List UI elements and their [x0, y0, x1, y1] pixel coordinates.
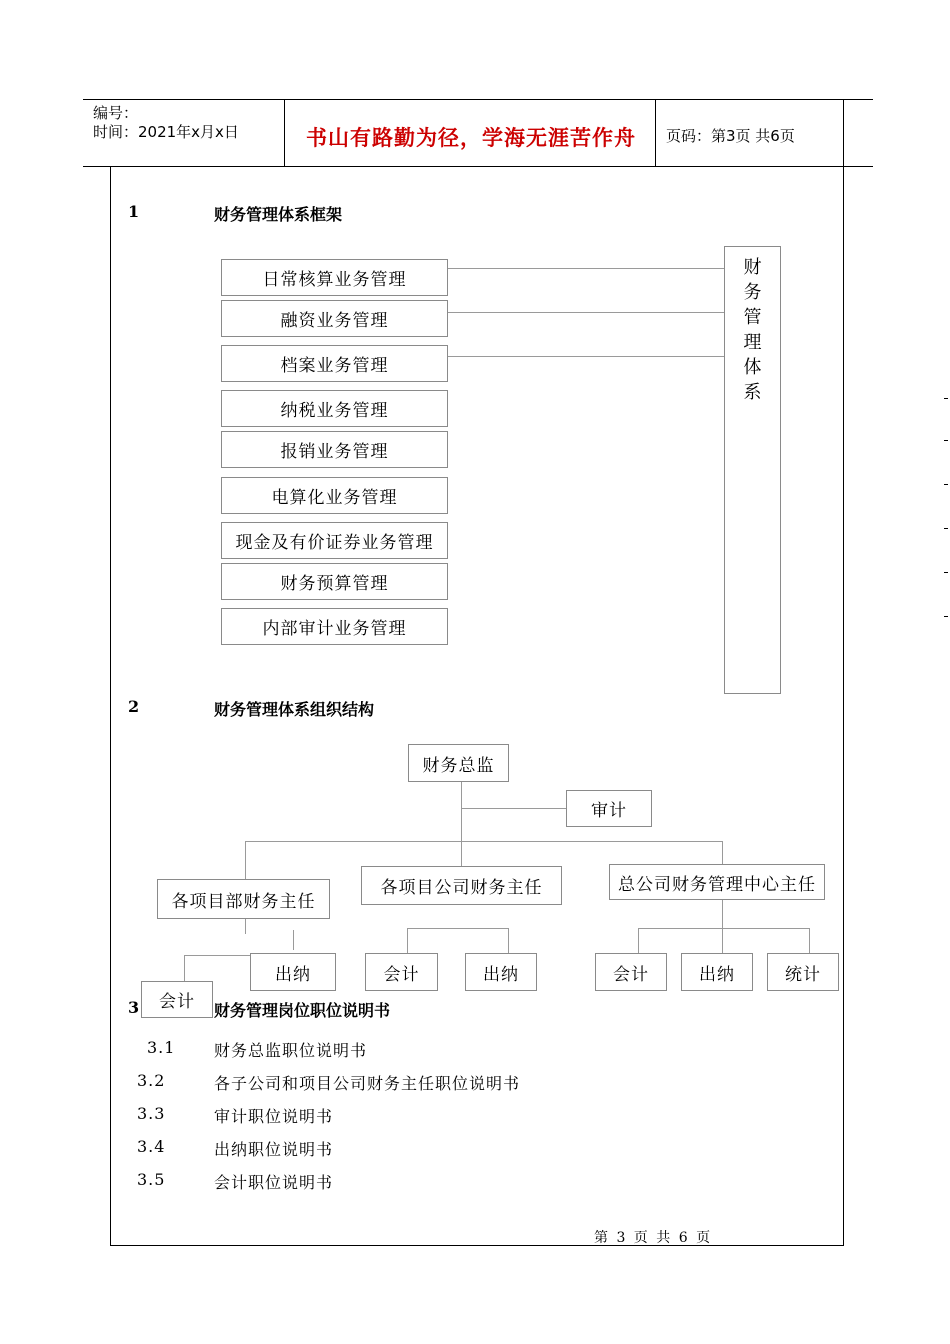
org-cashier-right: 出纳 — [681, 953, 753, 991]
org-cfo: 财务总监 — [408, 744, 509, 782]
org-statistics: 统计 — [767, 953, 839, 991]
framework-item: 报销业务管理 — [221, 431, 448, 468]
job-title: 各子公司和项目公司财务主任职位说明书 — [214, 1074, 521, 1093]
job-title: 审计职位说明书 — [214, 1107, 334, 1126]
framework-item: 纳税业务管理 — [221, 390, 448, 427]
section-2-title: 财务管理体系组织结构 — [214, 700, 375, 719]
system-char: 务 — [743, 282, 762, 303]
framework-item: 财务预算管理 — [221, 563, 448, 600]
frame-left — [110, 166, 111, 1246]
framework-item: 现金及有价证券业务管理 — [221, 522, 448, 559]
org-accountant-left: 会计 — [141, 981, 213, 1018]
framework-item: 档案业务管理 — [221, 345, 448, 382]
section-1-number: 1 — [128, 202, 140, 221]
job-number: 3.5 — [137, 1170, 166, 1189]
job-number: 3.2 — [137, 1071, 166, 1090]
section-3-number: 3 — [128, 998, 140, 1017]
job-title: 会计职位说明书 — [214, 1173, 334, 1192]
section-1-title: 财务管理体系框架 — [214, 205, 343, 224]
system-char: 理 — [743, 332, 762, 353]
system-char: 系 — [743, 382, 762, 403]
framework-item: 融资业务管理 — [221, 300, 448, 337]
system-char: 体 — [743, 357, 762, 378]
frame-right — [843, 166, 844, 1246]
framework-system-box — [724, 246, 781, 694]
job-number: 3.3 — [137, 1104, 166, 1123]
frame-bottom — [110, 1245, 844, 1246]
job-number: 3.1 — [147, 1038, 176, 1057]
framework-item: 日常核算业务管理 — [221, 259, 448, 296]
system-char: 财 — [743, 257, 762, 278]
job-title: 财务总监职位说明书 — [214, 1041, 368, 1060]
page-info: 页码：第3页 共6页 — [666, 127, 795, 145]
org-audit: 审计 — [566, 790, 652, 827]
motto: 书山有路勤为径，学海无涯苦作舟 — [306, 126, 636, 150]
section-2-number: 2 — [128, 697, 140, 716]
code-label: 编号： — [93, 104, 139, 122]
date-label: 时间：2021年x月x日 — [93, 123, 239, 141]
org-cashier-left: 出纳 — [250, 953, 336, 991]
org-accountant-mid: 会计 — [365, 953, 438, 991]
org-dept-hq: 总公司财务管理中心主任 — [609, 864, 825, 900]
org-dept-company: 各项目公司财务主任 — [361, 866, 562, 905]
org-cashier-mid: 出纳 — [465, 953, 537, 991]
org-dept-project: 各项目部财务主任 — [157, 879, 330, 919]
job-title: 出纳职位说明书 — [214, 1140, 334, 1159]
framework-item: 内部审计业务管理 — [221, 608, 448, 645]
system-char: 管 — [743, 307, 762, 328]
page-footer: 第 3 页 共 6 页 — [594, 1230, 713, 1246]
job-number: 3.4 — [137, 1137, 166, 1156]
section-3-title: 财务管理岗位职位说明书 — [214, 1001, 391, 1020]
org-accountant-right: 会计 — [595, 953, 667, 991]
framework-item: 电算化业务管理 — [221, 477, 448, 514]
